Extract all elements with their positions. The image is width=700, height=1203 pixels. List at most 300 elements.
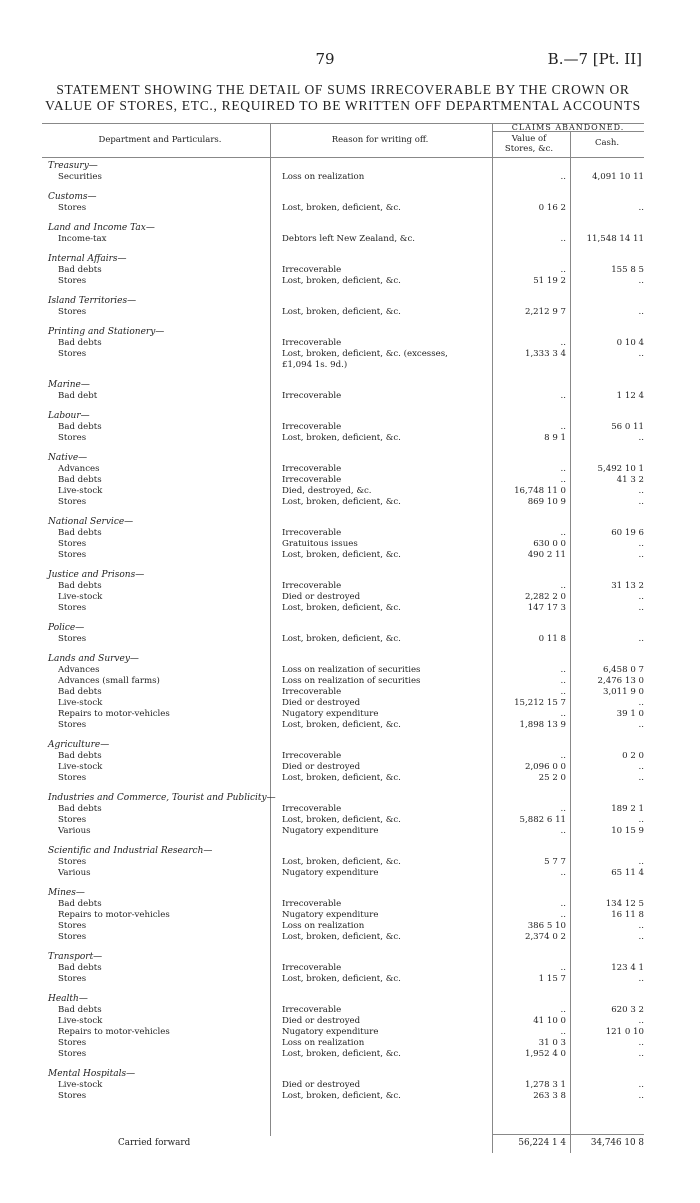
- carried-forward-row: [0, 1136, 700, 1150]
- particular: Repairs to motor-vehicles: [58, 1027, 170, 1037]
- reason: Irrecoverable: [282, 963, 342, 973]
- department-group: [0, 379, 700, 402]
- value-amount: 386 5 10: [527, 921, 566, 931]
- particular: Stores: [58, 815, 87, 825]
- particular: Bad debts: [58, 804, 102, 814]
- particular: Bad debts: [58, 1005, 102, 1015]
- department-group: [0, 222, 700, 245]
- value-amount: 51 19 2: [533, 276, 566, 286]
- reason: Nugatory expenditure: [282, 910, 379, 920]
- table-row: [0, 815, 700, 826]
- cash-amount: ..: [638, 307, 644, 317]
- value-amount: 630 0 0: [533, 539, 566, 549]
- value-amount: 1,898 13 9: [519, 720, 566, 730]
- table-row: [0, 762, 700, 773]
- value-amount: 16,748 11 0: [514, 486, 566, 496]
- table-row: [0, 265, 700, 276]
- value-amount: 1,333 3 4: [524, 349, 566, 359]
- table-row: [0, 826, 700, 837]
- particular: Bad debts: [58, 581, 102, 591]
- cash-amount: ..: [638, 1080, 644, 1090]
- table-row: [0, 338, 700, 349]
- department-group: [0, 993, 700, 1060]
- reason: Loss on realization: [282, 1038, 365, 1048]
- particular: Stores: [58, 1049, 87, 1059]
- particular: Stores: [58, 276, 87, 286]
- reason: Gratuitous issues: [282, 539, 358, 549]
- table-row: [0, 773, 700, 784]
- table-row: [0, 709, 700, 720]
- column-header-cash: Cash.: [594, 138, 620, 148]
- table-row: [0, 433, 700, 444]
- table-row: [0, 203, 700, 214]
- value-amount: ..: [560, 234, 566, 244]
- cash-amount: 60 19 6: [611, 528, 644, 538]
- page-number: 79: [315, 50, 335, 68]
- value-amount: 5,882 6 11: [519, 815, 566, 825]
- department-group: [0, 253, 700, 287]
- particular: Repairs to motor-vehicles: [58, 709, 170, 719]
- department-name: Internal Affairs—: [48, 254, 127, 264]
- value-amount: 41 10 0: [533, 1016, 566, 1026]
- table-row: [0, 603, 700, 614]
- particular: Bad debts: [58, 963, 102, 973]
- particular: Bad debts: [58, 528, 102, 538]
- reason: Lost, broken, deficient, &c.: [282, 720, 401, 730]
- department-name: Transport—: [48, 952, 103, 962]
- department-name: Marine—: [48, 380, 90, 390]
- reason: Irrecoverable: [282, 422, 342, 432]
- reason: Irrecoverable: [282, 581, 342, 591]
- cash-amount: ..: [638, 349, 644, 359]
- table-row: [0, 868, 700, 879]
- department-group: [0, 191, 700, 214]
- table-row: [0, 751, 700, 762]
- total-value: 56,224 1 4: [518, 1138, 566, 1148]
- cash-amount: ..: [638, 1016, 644, 1026]
- value-amount: ..: [560, 265, 566, 275]
- cash-amount: 123 4 1: [611, 963, 644, 973]
- table-row: [0, 422, 700, 433]
- reason: Irrecoverable: [282, 687, 342, 697]
- cash-amount: 121 0 10: [605, 1027, 644, 1037]
- department-group: [0, 1068, 700, 1102]
- particular: Live-stock: [58, 592, 103, 602]
- table-row: [0, 475, 700, 486]
- value-amount: ..: [560, 464, 566, 474]
- particular: Bad debts: [58, 751, 102, 761]
- value-amount: 869 10 9: [527, 497, 566, 507]
- statement-table-body: [0, 160, 700, 1102]
- reason: Nugatory expenditure: [282, 826, 379, 836]
- particular: Securities: [58, 172, 102, 182]
- table-row: [0, 921, 700, 932]
- particular: Advances: [58, 464, 100, 474]
- cash-amount: 620 3 2: [611, 1005, 644, 1015]
- particular: Stores: [58, 539, 87, 549]
- particular: Stores: [58, 203, 87, 213]
- particular: Stores: [58, 349, 87, 359]
- particular: Bad debts: [58, 475, 102, 485]
- value-amount: ..: [560, 528, 566, 538]
- reason: Nugatory expenditure: [282, 709, 379, 719]
- value-amount: ..: [560, 338, 566, 348]
- department-name: Treasury—: [48, 161, 98, 171]
- cash-amount: 16 11 8: [611, 910, 644, 920]
- reason: Died or destroyed: [282, 762, 361, 772]
- particular: Stores: [58, 932, 87, 942]
- cash-amount: ..: [638, 720, 644, 730]
- department-name: Labour—: [48, 411, 90, 421]
- value-amount: ..: [560, 804, 566, 814]
- cash-amount: ..: [638, 592, 644, 602]
- particular: Stores: [58, 497, 87, 507]
- table-row: [0, 974, 700, 985]
- value-amount: 2,096 0 0: [524, 762, 566, 772]
- department-name: National Service—: [48, 517, 134, 527]
- reason: Lost, broken, deficient, &c. (excesses, £1,094 1s. 9d.): [282, 349, 448, 370]
- department-group: [0, 410, 700, 444]
- department-group: [0, 739, 700, 784]
- particular: Stores: [58, 1091, 87, 1101]
- value-amount: 31 0 3: [538, 1038, 566, 1048]
- department-group: [0, 792, 700, 837]
- department-name: Police—: [48, 623, 85, 633]
- column-header-value: Value of Stores, &c.: [504, 134, 554, 154]
- particular: Stores: [58, 634, 87, 644]
- table-row: [0, 486, 700, 497]
- reason: Debtors left New Zealand, &c.: [282, 234, 415, 244]
- table-row: [0, 899, 700, 910]
- reason: Died or destroyed: [282, 592, 361, 602]
- value-amount: ..: [560, 422, 566, 432]
- department-name: Lands and Survey—: [48, 654, 139, 664]
- reason: Lost, broken, deficient, &c.: [282, 433, 401, 443]
- department-name: Printing and Stationery—: [48, 327, 165, 337]
- reason: Lost, broken, deficient, &c.: [282, 276, 401, 286]
- particular: Bad debts: [58, 265, 102, 275]
- particular: Various: [58, 868, 91, 878]
- cash-amount: 0 10 4: [616, 338, 644, 348]
- value-amount: ..: [560, 1027, 566, 1037]
- reason: Lost, broken, deficient, &c.: [282, 974, 401, 984]
- cash-amount: 65 11 4: [611, 868, 644, 878]
- cash-amount: 41 3 2: [616, 475, 644, 485]
- reason: Died or destroyed: [282, 1080, 361, 1090]
- value-amount: ..: [560, 676, 566, 686]
- cash-amount: ..: [638, 1038, 644, 1048]
- reason: Irrecoverable: [282, 528, 342, 538]
- value-amount: ..: [560, 709, 566, 719]
- particular: Bad debt: [58, 391, 98, 401]
- reason: Lost, broken, deficient, &c.: [282, 307, 401, 317]
- cash-amount: ..: [638, 539, 644, 549]
- cash-amount: ..: [638, 433, 644, 443]
- cash-amount: ..: [638, 634, 644, 644]
- reason: Lost, broken, deficient, &c.: [282, 203, 401, 213]
- table-row: [0, 1091, 700, 1102]
- page-reference: B.—7 [Pt. II]: [547, 50, 642, 68]
- reason: Loss on realization: [282, 172, 365, 182]
- table-row: [0, 1080, 700, 1091]
- reason: Died or destroyed: [282, 1016, 361, 1026]
- value-amount: 2,374 0 2: [524, 932, 566, 942]
- table-row: [0, 349, 700, 371]
- department-name: Customs—: [48, 192, 97, 202]
- cash-amount: ..: [638, 921, 644, 931]
- reason: Loss on realization of securities: [282, 665, 421, 675]
- column-header-reason: Reason for writing off.: [331, 135, 429, 145]
- value-amount: ..: [560, 910, 566, 920]
- cash-amount: 1 12 4: [616, 391, 644, 401]
- department-group: [0, 887, 700, 943]
- table-row: [0, 804, 700, 815]
- reason: Irrecoverable: [282, 751, 342, 761]
- value-amount: 2,212 9 7: [524, 307, 566, 317]
- table-row: [0, 676, 700, 687]
- table-row: [0, 307, 700, 318]
- reason: Died, destroyed, &c.: [282, 486, 372, 496]
- department-group: [0, 653, 700, 731]
- table-row: [0, 234, 700, 245]
- cash-amount: 134 12 5: [605, 899, 644, 909]
- table-row: [0, 857, 700, 868]
- value-amount: ..: [560, 475, 566, 485]
- table-row: [0, 963, 700, 974]
- particular: Live-stock: [58, 1080, 103, 1090]
- table-row: [0, 391, 700, 402]
- cash-amount: ..: [638, 857, 644, 867]
- department-name: Mental Hospitals—: [48, 1069, 136, 1079]
- value-amount: ..: [560, 899, 566, 909]
- reason: Lost, broken, deficient, &c.: [282, 1049, 401, 1059]
- cash-amount: 155 8 5: [611, 265, 644, 275]
- header-bottom-rule: [42, 157, 644, 158]
- reason: Irrecoverable: [282, 265, 342, 275]
- cash-amount: ..: [638, 773, 644, 783]
- reason: Irrecoverable: [282, 1005, 342, 1015]
- reason: Nugatory expenditure: [282, 868, 379, 878]
- cash-amount: 5,492 10 1: [597, 464, 644, 474]
- cash-amount: ..: [638, 1091, 644, 1101]
- particular: Advances (small farms): [58, 676, 160, 686]
- value-amount: ..: [560, 581, 566, 591]
- reason: Died or destroyed: [282, 698, 361, 708]
- table-row: [0, 634, 700, 645]
- value-amount: 15,212 15 7: [514, 698, 566, 708]
- value-amount: 2,282 2 0: [524, 592, 566, 602]
- reason: Lost, broken, deficient, &c.: [282, 550, 401, 560]
- particular: Advances: [58, 665, 100, 675]
- table-row: [0, 1016, 700, 1027]
- column-header-claims: CLAIMS ABANDONED.: [511, 123, 625, 132]
- statement-title: STATEMENT SHOWING THE DETAIL OF SUMS IRRECOVERABLE BY THE CROWN OR VALUE OF STORES, ETC., REQUIRED TO BE WRITTEN OFF DEPARTMENTAL ACCOUNTS: [45, 82, 641, 113]
- department-group: [0, 295, 700, 318]
- cash-amount: ..: [638, 1049, 644, 1059]
- department-name: Native—: [48, 453, 88, 463]
- carried-forward-label: Carried forward: [118, 1138, 191, 1148]
- reason: Lost, broken, deficient, &c.: [282, 603, 401, 613]
- particular: Stores: [58, 603, 87, 613]
- particular: Bad debts: [58, 899, 102, 909]
- department-group: [0, 951, 700, 985]
- particular: Live-stock: [58, 698, 103, 708]
- cash-amount: ..: [638, 932, 644, 942]
- reason: Loss on realization of securities: [282, 676, 421, 686]
- table-row: [0, 1027, 700, 1038]
- table-row: [0, 1005, 700, 1016]
- total-cash: 34,746 10 8: [590, 1138, 644, 1148]
- value-amount: 1 15 7: [538, 974, 566, 984]
- cash-amount: 2,476 13 0: [597, 676, 644, 686]
- cash-amount: ..: [638, 550, 644, 560]
- cash-amount: 31 13 2: [611, 581, 644, 591]
- total-rule: [492, 1134, 644, 1135]
- particular: Stores: [58, 974, 87, 984]
- table-row: [0, 276, 700, 287]
- particular: Bad debts: [58, 422, 102, 432]
- particular: Stores: [58, 307, 87, 317]
- table-row: [0, 172, 700, 183]
- table-row: [0, 687, 700, 698]
- particular: Stores: [58, 857, 87, 867]
- reason: Lost, broken, deficient, &c.: [282, 857, 401, 867]
- value-amount: 8 9 1: [544, 433, 566, 443]
- reason: Lost, broken, deficient, &c.: [282, 773, 401, 783]
- reason: Irrecoverable: [282, 475, 342, 485]
- cash-amount: ..: [638, 276, 644, 286]
- particular: Bad debts: [58, 338, 102, 348]
- value-amount: ..: [560, 963, 566, 973]
- department-group: [0, 622, 700, 645]
- reason: Loss on realization: [282, 921, 365, 931]
- table-row: [0, 592, 700, 603]
- value-amount: 0 16 2: [538, 203, 566, 213]
- value-amount: 0 11 8: [538, 634, 566, 644]
- department-name: Industries and Commerce, Tourist and Publicity—: [48, 793, 276, 803]
- cash-amount: ..: [638, 603, 644, 613]
- cash-amount: 39 1 0: [616, 709, 644, 719]
- particular: Live-stock: [58, 762, 103, 772]
- cash-amount: 4,091 10 11: [592, 172, 644, 182]
- reason: Irrecoverable: [282, 804, 342, 814]
- particular: Stores: [58, 433, 87, 443]
- reason: Irrecoverable: [282, 391, 342, 401]
- reason: Nugatory expenditure: [282, 1027, 379, 1037]
- cash-amount: 189 2 1: [611, 804, 644, 814]
- cash-amount: ..: [638, 762, 644, 772]
- value-amount: ..: [560, 391, 566, 401]
- particular: Live-stock: [58, 1016, 103, 1026]
- reason: Lost, broken, deficient, &c.: [282, 1091, 401, 1101]
- department-name: Agriculture—: [48, 740, 110, 750]
- value-amount: 263 3 8: [533, 1091, 566, 1101]
- value-amount: ..: [560, 1005, 566, 1015]
- department-group: [0, 452, 700, 508]
- table-row: [0, 1038, 700, 1049]
- value-amount: 1,278 3 1: [524, 1080, 566, 1090]
- value-amount: ..: [560, 751, 566, 761]
- table-row: [0, 539, 700, 550]
- particular: Stores: [58, 773, 87, 783]
- department-group: [0, 160, 700, 183]
- cash-amount: 10 15 9: [611, 826, 644, 836]
- value-amount: ..: [560, 826, 566, 836]
- table-row: [0, 720, 700, 731]
- table-row: [0, 528, 700, 539]
- cash-amount: 6,458 0 7: [602, 665, 644, 675]
- department-group: [0, 326, 700, 371]
- department-name: Mines—: [48, 888, 85, 898]
- cash-amount: ..: [638, 974, 644, 984]
- value-amount: 5 7 7: [544, 857, 566, 867]
- table-row: [0, 932, 700, 943]
- column-header-department: Department and Particulars.: [98, 135, 222, 145]
- value-amount: ..: [560, 665, 566, 675]
- table-row: [0, 1049, 700, 1060]
- cash-amount: 0 2 0: [622, 751, 644, 761]
- value-amount: 1,952 4 0: [524, 1049, 566, 1059]
- particular: Bad debts: [58, 687, 102, 697]
- table-row: [0, 581, 700, 592]
- particular: Income-tax: [58, 234, 107, 244]
- reason: Irrecoverable: [282, 899, 342, 909]
- cash-amount: 11,548 14 11: [586, 234, 644, 244]
- value-amount: ..: [560, 687, 566, 697]
- department-group: [0, 569, 700, 614]
- particular: Various: [58, 826, 91, 836]
- particular: Repairs to motor-vehicles: [58, 910, 170, 920]
- particular: Stores: [58, 720, 87, 730]
- reason: Irrecoverable: [282, 338, 342, 348]
- department-name: Land and Income Tax—: [48, 223, 155, 233]
- value-amount: 490 2 11: [527, 550, 566, 560]
- particular: Stores: [58, 921, 87, 931]
- value-amount: 25 2 0: [538, 773, 566, 783]
- particular: Stores: [58, 550, 87, 560]
- particular: Live-stock: [58, 486, 103, 496]
- department-name: Scientific and Industrial Research—: [48, 846, 213, 856]
- particular: Stores: [58, 1038, 87, 1048]
- reason: Lost, broken, deficient, &c.: [282, 815, 401, 825]
- table-row: [0, 698, 700, 709]
- department-name: Justice and Prisons—: [48, 570, 145, 580]
- table-row: [0, 464, 700, 475]
- reason: Irrecoverable: [282, 464, 342, 474]
- value-amount: ..: [560, 868, 566, 878]
- table-row: [0, 497, 700, 508]
- department-group: [0, 516, 700, 561]
- reason: Lost, broken, deficient, &c.: [282, 932, 401, 942]
- cash-amount: ..: [638, 486, 644, 496]
- department-name: Health—: [48, 994, 88, 1004]
- table-row: [0, 550, 700, 561]
- reason: Lost, broken, deficient, &c.: [282, 634, 401, 644]
- cash-amount: ..: [638, 698, 644, 708]
- cash-amount: 56 0 11: [611, 422, 644, 432]
- table-row: [0, 910, 700, 921]
- value-amount: ..: [560, 172, 566, 182]
- table-row: [0, 665, 700, 676]
- cash-amount: 3,011 9 0: [602, 687, 644, 697]
- cash-amount: ..: [638, 815, 644, 825]
- department-name: Island Territories—: [48, 296, 137, 306]
- reason: Lost, broken, deficient, &c.: [282, 497, 401, 507]
- department-group: [0, 845, 700, 879]
- cash-amount: ..: [638, 497, 644, 507]
- value-amount: 147 17 3: [527, 603, 566, 613]
- cash-amount: ..: [638, 203, 644, 213]
